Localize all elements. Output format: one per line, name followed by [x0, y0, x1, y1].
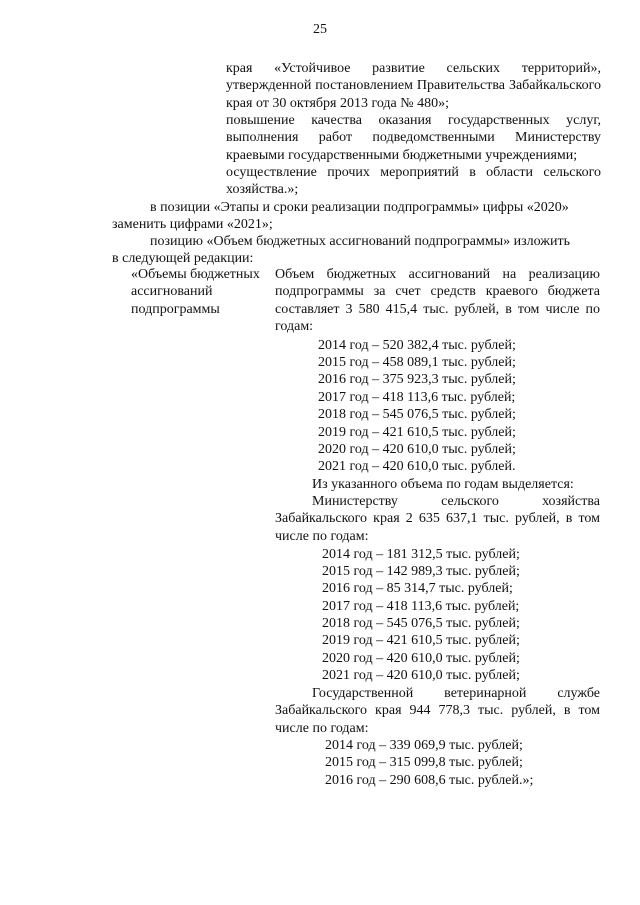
total-year-2020: 2020 год – 420 610,0 тыс. рублей; — [318, 442, 516, 457]
instruction-stages-line1: в позиции «Этапы и сроки реализации подпрограммы» цифры «2020» — [150, 200, 569, 215]
paragraph-program-reference: края «Устойчивое развитие сельских территорий», утвержденной постановлением Правительства Забайкальского края от 30 октября 2013 года № 480»; — [226, 61, 601, 111]
ministry-year-2014: 2014 год – 181 312,5 тыс. рублей; — [322, 547, 520, 562]
allocated-heading: Из указанного объема по годам выделяется: — [312, 477, 574, 492]
total-year-2015: 2015 год – 458 089,1 тыс. рублей; — [318, 355, 516, 370]
table-left-column-label: «Объемы бюджетных ассигнований подпрограммы — [131, 267, 260, 317]
ministry-year-2020: 2020 год – 420 610,0 тыс. рублей; — [322, 651, 520, 666]
ministry-year-2016: 2016 год – 85 314,7 тыс. рублей; — [322, 581, 513, 596]
total-year-2018: 2018 год – 545 076,5 тыс. рублей; — [318, 407, 516, 422]
total-budget-intro: Объем бюджетных ассигнований на реализацию подпрограммы за счет средств краевого бюджета составляет 3 580 415,4 тыс. рублей, в том числе по годам: — [275, 267, 600, 335]
paragraph-other-activities: осуществление прочих мероприятий в области сельского хозяйства.»; — [226, 165, 601, 198]
paragraph-service-quality: повышение качества оказания государственных услуг, выполнения работ подведомственными Министерству краевыми государственными бюджетными учреждениями; — [226, 113, 601, 163]
ministry-year-2018: 2018 год – 545 076,5 тыс. рублей; — [322, 616, 520, 631]
vet-service-intro: Государственной ветеринарной службе Забайкальского края 944 778,3 тыс. рублей, в том числе по годам: — [275, 686, 600, 736]
total-year-2021: 2021 год – 420 610,0 тыс. рублей. — [318, 459, 516, 474]
vet-year-2015: 2015 год – 315 099,8 тыс. рублей; — [325, 755, 523, 770]
instruction-budget-line2: в следующей редакции: — [112, 251, 254, 266]
total-year-2019: 2019 год – 421 610,5 тыс. рублей; — [318, 425, 516, 440]
ministry-year-2015: 2015 год – 142 989,3 тыс. рублей; — [322, 564, 520, 579]
total-year-2016: 2016 год – 375 923,3 тыс. рублей; — [318, 372, 516, 387]
total-year-2017: 2017 год – 418 113,6 тыс. рублей; — [318, 390, 516, 405]
ministry-year-2021: 2021 год – 420 610,0 тыс. рублей; — [322, 668, 520, 683]
vet-year-2014: 2014 год – 339 069,9 тыс. рублей; — [325, 738, 523, 753]
ministry-year-2017: 2017 год – 418 113,6 тыс. рублей; — [322, 599, 520, 614]
instruction-budget-line1: позицию «Объем бюджетных ассигнований подпрограммы» изложить — [150, 234, 570, 249]
instruction-stages-line2: заменить цифрами «2021»; — [112, 217, 273, 232]
vet-year-2016: 2016 год – 290 608,6 тыс. рублей.»; — [325, 773, 534, 788]
page-number: 25 — [313, 22, 327, 37]
ministry-year-2019: 2019 год – 421 610,5 тыс. рублей; — [322, 633, 520, 648]
total-year-2014: 2014 год – 520 382,4 тыс. рублей; — [318, 338, 516, 353]
ministry-intro: Министерству сельского хозяйства Забайкальского края 2 635 637,1 тыс. рублей, в том числе по годам: — [275, 494, 600, 544]
